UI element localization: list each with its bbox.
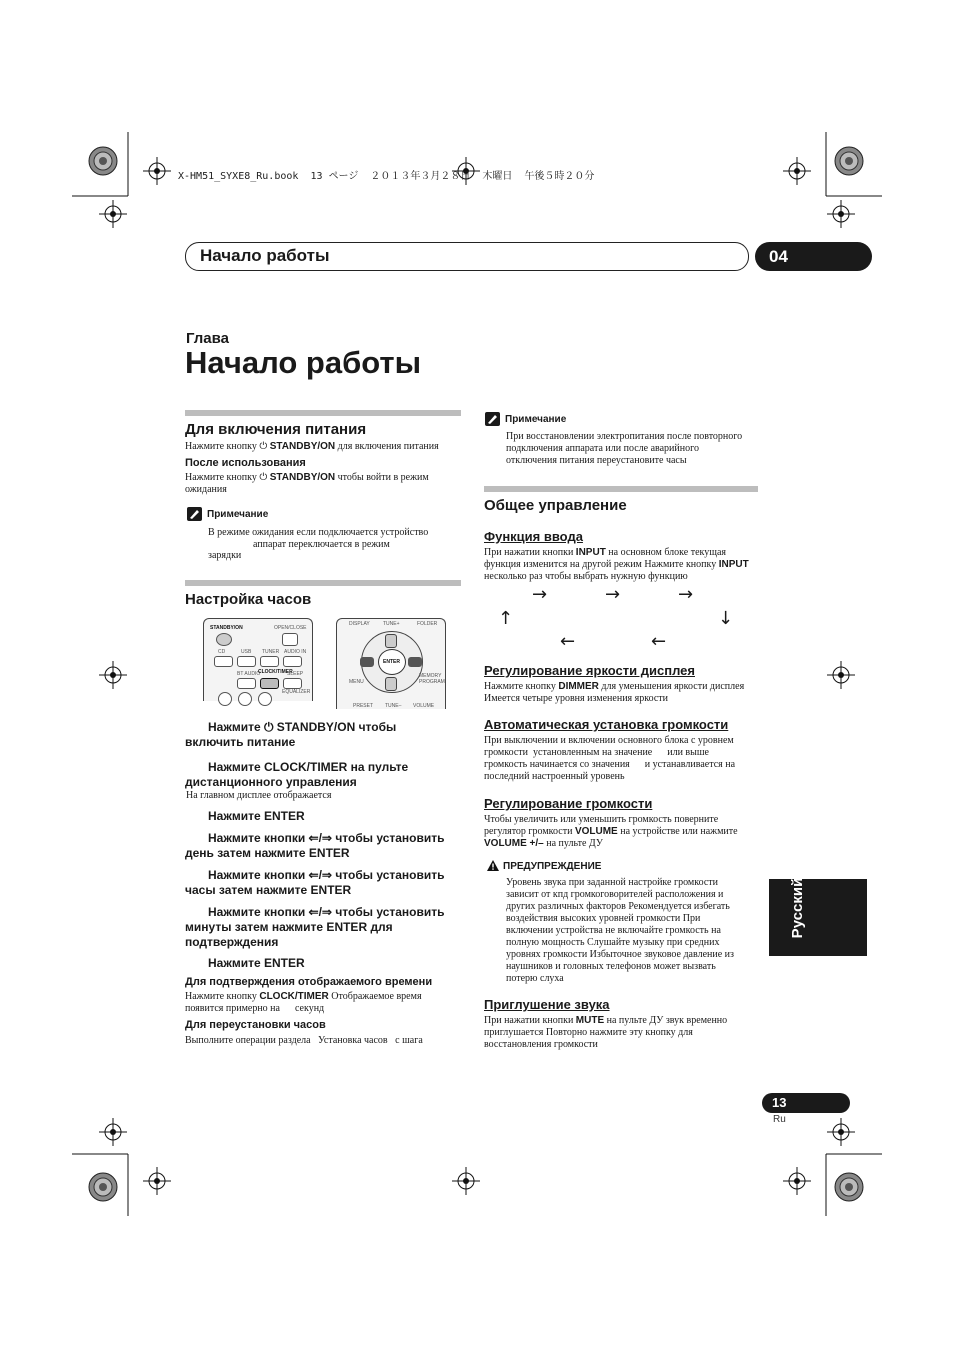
page-language: Ru — [773, 1114, 786, 1125]
key-name: CLOCK/TIMER — [259, 991, 329, 1002]
text: на пульте ДУ звук временно — [604, 1015, 728, 1026]
step-7 — [185, 956, 305, 971]
arrow-right-icon: → — [678, 584, 694, 605]
arrow-right-icon — [408, 657, 422, 667]
text: несколько раз чтобы выбрать нужную функцию — [484, 571, 688, 582]
dimmer-heading: Регулирование яркости дисплея — [484, 663, 695, 678]
arrow-left-icon — [360, 657, 374, 667]
text: чтобы войти в режим — [335, 472, 429, 483]
step-line: Нажмите кнопки ⇐/⇒ чтобы установить — [208, 831, 445, 845]
power-icon: ⏻ — [259, 441, 270, 452]
key-name: INPUT — [718, 559, 749, 570]
note-line: отключения питания переустановите часы — [506, 455, 687, 466]
arrow-down-icon: ↓ — [718, 608, 734, 629]
warning-line: наушников и головных телефонов может вызвать — [506, 961, 716, 972]
language-tab — [769, 879, 867, 956]
program-label: PROGRAM — [419, 679, 445, 685]
note-icon — [187, 507, 202, 521]
text: для уменьшения яркости дисплея — [598, 681, 745, 692]
input-text — [484, 547, 749, 583]
note-icon — [485, 412, 500, 426]
text: При нажатии кнопки — [484, 547, 576, 558]
arrow-right-icon: → — [605, 584, 621, 605]
warning-line: воздействия высоких уровней громкости При — [506, 913, 701, 924]
preset-label: PRESET — [353, 703, 374, 709]
folder-label: FOLDER — [417, 621, 438, 627]
text: восстановления громкости — [484, 1039, 598, 1050]
arrow-down-icon — [385, 677, 397, 691]
arrow-right-icon: → — [532, 584, 548, 605]
section-bar — [185, 410, 461, 416]
after-use-text — [185, 472, 429, 496]
text: на пульте ДУ — [543, 838, 603, 849]
volume-text — [484, 814, 738, 850]
power-heading: Для включения питания — [185, 421, 367, 438]
step-line: включить питание — [185, 735, 296, 749]
input-heading: Функция ввода — [484, 529, 583, 544]
section-bar — [185, 580, 461, 586]
bt-button — [237, 678, 256, 689]
mute-text — [484, 1015, 727, 1051]
enter-label: ENTER — [383, 659, 400, 665]
text: Отображаемое время — [328, 991, 422, 1002]
arrow-up-icon: ↑ — [498, 608, 514, 629]
dimmer-text — [484, 681, 744, 705]
remote-illustration-right — [336, 618, 446, 709]
arrow-left-icon: ← — [560, 631, 576, 652]
key-name: DIMMER — [558, 681, 599, 692]
audio-in-label: AUDIO IN — [284, 649, 307, 655]
mute-heading: Приглушение звука — [484, 997, 610, 1012]
note-line: зарядки — [208, 550, 242, 561]
reset-heading: Для переустановки часов — [185, 1019, 326, 1031]
memory-label: MEMORY — [419, 673, 442, 679]
note-line: При восстановлении электропитания после повторного — [506, 431, 743, 442]
step-3 — [185, 809, 305, 824]
step-1 — [185, 720, 396, 750]
text: регулятор громкости — [484, 826, 575, 837]
tune-minus-label: TUNE– — [385, 703, 402, 709]
standby-button — [216, 633, 232, 646]
arrow-left-icon: ← — [651, 631, 667, 652]
note-line: В режиме ожидания если подключается устройство — [208, 527, 429, 538]
key-name: INPUT — [575, 547, 606, 558]
auto-volume-line: громкости установленным на значение или выше — [484, 747, 709, 758]
number-button — [258, 692, 272, 706]
step-line: Нажмите ⏻ STANDBY/ON чтобы — [208, 720, 397, 734]
text: на устройстве или нажмите — [617, 826, 738, 837]
clock-timer-button — [260, 678, 279, 689]
tuner-label: TUNER — [262, 649, 280, 655]
step-line: Нажмите ENTER — [208, 956, 305, 970]
step-line: Нажмите кнопки ⇐/⇒ чтобы установить — [208, 905, 445, 919]
open-label: OPEN/CLOSE — [274, 625, 307, 631]
general-heading: Общее управление — [484, 497, 627, 514]
note-label: Примечание — [505, 414, 567, 425]
step-line: Нажмите ENTER — [208, 809, 305, 823]
clock-label: CLOCK/TIMER — [258, 669, 293, 675]
text: функция изменится на другой режим Нажмите кнопку — [484, 559, 719, 570]
cd-button — [214, 656, 233, 667]
warning-line: полную мощность Слушайте музыку при средних — [506, 937, 720, 948]
step-line: минуты затем нажмите ENTER для — [185, 920, 393, 934]
menu-label: MENU — [349, 679, 364, 685]
auto-volume-heading: Автоматическая установка громкости — [484, 717, 729, 732]
power-text — [185, 441, 439, 453]
after-use-heading: После использования — [185, 457, 306, 469]
arrow-up-icon — [385, 634, 397, 648]
sleep-label: SLEEP — [287, 671, 304, 677]
warning-line: уровнях громкости Избыточное звуковое давление из — [506, 949, 734, 960]
step-4 — [185, 831, 445, 861]
equalizer-label: EQUALIZER — [282, 689, 311, 695]
key-name: VOLUME +/– — [484, 838, 544, 849]
volume-heading: Регулирование громкости — [484, 796, 653, 811]
chapter-title: Начало работы — [185, 345, 422, 380]
number-button — [218, 692, 232, 706]
standby-label: STANDBY/ON — [210, 625, 243, 631]
step-6 — [185, 905, 445, 950]
tuner-button — [260, 656, 279, 667]
power-icon: ⏻ — [259, 472, 270, 483]
text: Нажмите кнопку — [185, 472, 260, 483]
warning-line: потерю слуха — [506, 973, 564, 984]
chapter-number-badge: 04 — [755, 242, 872, 271]
cd-label: CD — [218, 649, 226, 655]
step-5 — [185, 868, 445, 898]
usb-button — [237, 656, 256, 667]
warning-line: Уровень звука при заданной настройке громкости — [506, 877, 718, 888]
warning-line: зависит от кпд громкоговорителей расположения и — [506, 889, 724, 900]
text: приглушается Повторно нажмите эту кнопку для — [484, 1027, 693, 1038]
warning-label: ПРЕДУПРЕЖДЕНИЕ — [503, 861, 602, 872]
warning-line: других различных факторов Рекомендуется избегать — [506, 901, 730, 912]
key-name: MUTE — [575, 1015, 605, 1026]
step-line: часы затем нажмите ENTER — [185, 883, 352, 897]
text: Нажмите кнопку — [185, 441, 260, 452]
eject-button — [282, 633, 298, 646]
note-line: подключения аппарата или после аварийного — [506, 443, 699, 454]
step-line: Нажмите кнопки ⇐/⇒ чтобы установить — [208, 868, 445, 882]
text: для включения питания — [335, 441, 439, 452]
key-name: VOLUME — [574, 826, 618, 837]
warning-line: включении устройства не включайте громкость на — [506, 925, 721, 936]
reset-text: Выполните операции раздела Установка часов с шага — [185, 1035, 423, 1046]
page-number-badge: 13 — [762, 1093, 850, 1113]
warning-icon — [487, 860, 499, 871]
auto-volume-line: громкость начинается со значения и устанавливается на — [484, 759, 736, 770]
running-header — [185, 242, 749, 271]
key-name: STANDBY/ON — [269, 441, 336, 452]
confirm-text — [185, 991, 422, 1015]
text: Нажмите кнопку — [484, 681, 559, 692]
confirm-heading: Для подтверждения отображаемого времени — [185, 976, 433, 988]
key-name: STANDBY/ON — [269, 472, 336, 483]
volume-label: VOLUME — [413, 703, 435, 709]
section-bar — [484, 486, 758, 492]
note-label: Примечание — [207, 509, 269, 520]
text: на основном блоке текущая — [605, 547, 726, 558]
text: При нажатии кнопки — [484, 1015, 576, 1026]
text: ожидания — [185, 484, 227, 495]
note-line: аппарат переключается в режим — [208, 539, 390, 550]
running-header-title: Начало работы — [200, 246, 330, 265]
text: Имеется четыре уровня изменения яркости — [484, 693, 669, 704]
step-line: день затем нажмите ENTER — [185, 846, 350, 860]
display-label: DISPLAY — [349, 621, 370, 627]
remote-illustration-left — [203, 618, 313, 701]
step-2 — [185, 760, 408, 790]
audio-in-button — [283, 656, 302, 667]
clock-heading: Настройка часов — [185, 591, 312, 608]
text: появится примерно на секунд — [185, 1003, 325, 1014]
step-line: Нажмите CLOCK/TIMER на пульте — [208, 760, 409, 774]
number-button — [238, 692, 252, 706]
step-line: дистанционного управления — [185, 775, 357, 789]
step-2-detail: На главном дисплее отображается — [186, 790, 332, 801]
step-line: подтверждения — [185, 935, 279, 949]
auto-volume-line: последний настроенный уровень — [484, 771, 625, 782]
bt-label: BT AUDIO — [237, 671, 261, 677]
text: Чтобы увеличить или уменьшить громкость поверните — [484, 814, 719, 825]
language-tab-label: Русский — [789, 877, 806, 939]
chapter-label: Глава — [186, 330, 229, 347]
sleep-button — [283, 678, 302, 689]
print-header: X-HM51_SYXE8_Ru.book 13 ページ ２０１３年３月２８日 木曜日 午後５時２０分 — [178, 171, 595, 182]
auto-volume-line: При выключении и включении основного блока с уровнем — [484, 735, 734, 746]
tune-plus-label: TUNE+ — [383, 621, 400, 627]
text: Нажмите кнопку — [185, 991, 260, 1002]
usb-label: USB — [241, 649, 252, 655]
